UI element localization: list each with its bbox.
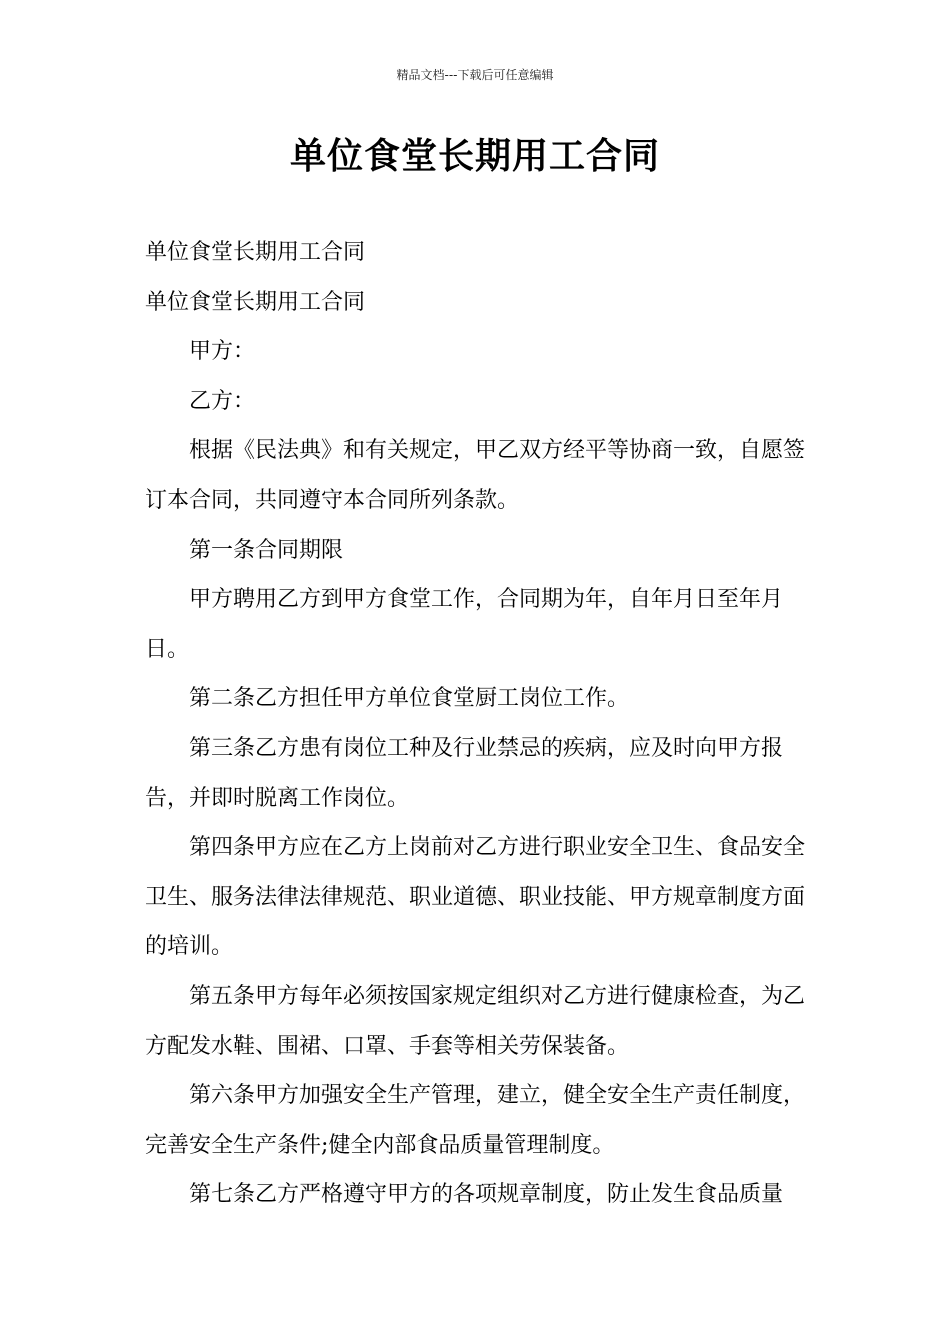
subtitle-line: 单位食堂长期用工合同 [145,240,366,265]
article-7-text: 第七条乙方严格遵守甲方的各项规章制度，防止发生食品质量 [189,1182,784,1208]
document-body [145,228,815,1220]
article-3-text: 第三条乙方患有岗位工种及行业禁忌的疾病，应及时向甲方报告，并即时脱离工作岗位。 [145,735,784,811]
article-6-text: 第六条甲方加强安全生产管理，建立，健全安全生产责任制度，完善安全生产条件;健全内部食品质量管理制度。 [145,1083,806,1158]
article-2-text: 第二条乙方担任甲方单位食堂厨工岗位工作。 [189,686,630,712]
article-5-text: 第五条甲方每年必须按国家规定组织对乙方进行健康检查，为乙方配发水鞋、围裙、口罩、手套等相关劳保装备。 [145,983,806,1059]
document-title: 单位食堂长期用工合同 [289,136,660,177]
article-1-heading: 第一条合同期限 [189,537,344,563]
article-4-text: 第四条甲方应在乙方上岗前对乙方进行职业安全卫生、食品安全卫生、服务法律法律规范、职业道德、职业技能、甲方规章制度方面的培训。 [145,835,806,960]
party-a-label: 甲方： [189,339,256,365]
party-b-label: 乙方： [189,388,256,414]
preamble-paragraph: 根据《民法典》和有关规定，甲乙双方经平等协商一致，自愿签订本合同，共同遵守本合同所列条款。 [145,438,806,513]
subtitle-line: 单位食堂长期用工合同 [145,289,366,315]
article-1-text: 甲方聘用乙方到甲方食堂工作，合同期为年，自年月日至年月日。 [145,587,784,662]
page-header: 精品文档---下载后可任意编辑 [396,68,554,82]
